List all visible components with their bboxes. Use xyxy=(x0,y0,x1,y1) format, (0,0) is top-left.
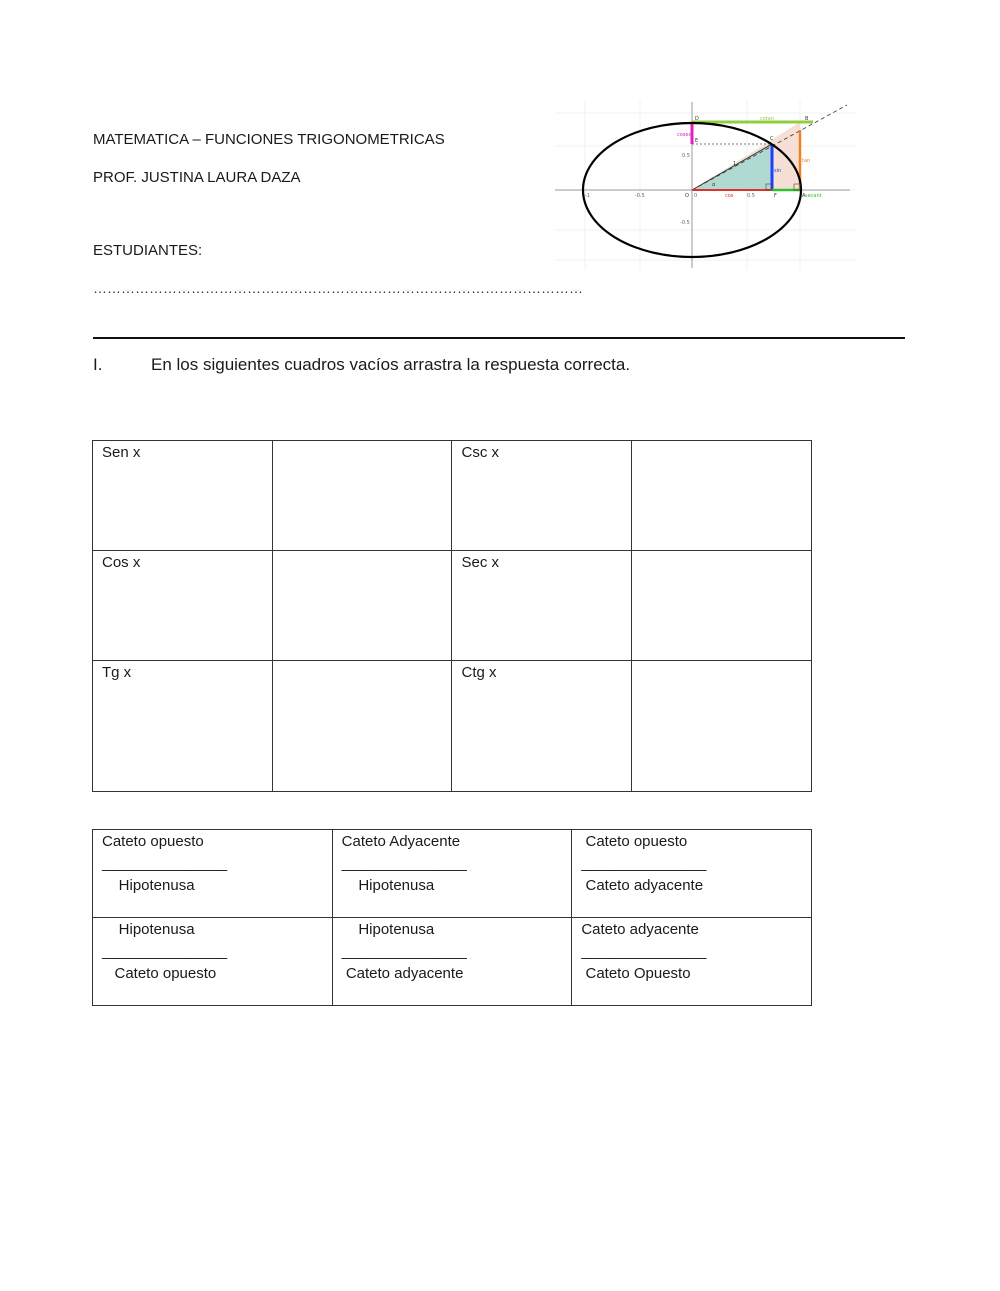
angle-label: α xyxy=(712,182,716,188)
fraction-bar: _______________ xyxy=(581,855,707,872)
fraction-denominator: Cateto adyacente xyxy=(581,877,704,894)
fraction-denominator: Hipotenusa xyxy=(102,877,195,894)
drop-zone[interactable] xyxy=(632,441,812,551)
drop-zone[interactable] xyxy=(272,661,452,792)
answer-card[interactable] xyxy=(332,918,572,1006)
function-label: Sen x xyxy=(102,444,141,461)
fraction-numerator: Cateto Adyacente xyxy=(341,833,461,850)
point-d: D xyxy=(695,116,699,122)
unit-circle-diagram xyxy=(555,100,855,270)
fraction-numerator: Cateto adyacente xyxy=(581,921,699,938)
fraction-denominator: Cateto Opuesto xyxy=(581,965,691,982)
function-cell xyxy=(93,661,273,792)
function-label: Sec x xyxy=(461,554,499,571)
point-e: E xyxy=(695,138,699,144)
radius-label: 1 xyxy=(733,161,737,167)
fraction-bar: _______________ xyxy=(341,855,467,872)
point-a: A xyxy=(802,193,806,199)
fraction-numerator: Hipotenusa xyxy=(341,921,435,938)
sin-label: sin xyxy=(774,168,782,174)
answer-card[interactable] xyxy=(572,918,812,1006)
fraction-numerator: Cateto opuesto xyxy=(102,833,204,850)
fraction-denominator: Cateto opuesto xyxy=(102,965,217,982)
point-c: C xyxy=(770,136,774,142)
tan-label: tan xyxy=(802,158,811,164)
cos-label: cos xyxy=(725,193,734,199)
fraction-bar: _______________ xyxy=(581,943,707,960)
drop-zone[interactable] xyxy=(632,551,812,661)
grid-row xyxy=(93,551,812,661)
answer-card[interactable] xyxy=(93,918,333,1006)
fraction-numerator: Hipotenusa xyxy=(102,921,195,938)
answer-card[interactable] xyxy=(93,830,333,918)
function-cell xyxy=(452,551,632,661)
cosec-label: cosec xyxy=(677,132,692,138)
tick-neg-half-y: -0.5 xyxy=(680,220,690,226)
students-label: ESTUDIANTES: xyxy=(93,242,203,259)
fraction-numerator: Cateto opuesto xyxy=(581,833,688,850)
answer-row xyxy=(93,830,812,918)
instruction-text: En los siguientes cuadros vacíos arrastra la respuesta correcta. xyxy=(151,355,631,374)
fraction-bar: _______________ xyxy=(102,943,228,960)
tick-origin: 0 xyxy=(694,193,698,199)
tick-half-y: 0.5 xyxy=(682,153,690,159)
function-cell xyxy=(93,441,273,551)
function-cell xyxy=(452,661,632,792)
fraction-denominator: Cateto adyacente xyxy=(341,965,464,982)
answer-row xyxy=(93,918,812,1006)
function-label: Tg x xyxy=(102,664,132,681)
answer-bank xyxy=(92,829,812,1006)
function-cell xyxy=(93,551,273,661)
fraction-bar: _______________ xyxy=(102,855,228,872)
cotan-label: cotan xyxy=(760,116,775,122)
drop-zone[interactable] xyxy=(272,441,452,551)
separator-line xyxy=(93,337,905,339)
tick-neg-one: -1 xyxy=(585,193,590,199)
worksheet-title: MATEMATICA – FUNCIONES TRIGONOMETRICAS xyxy=(93,131,445,148)
function-grid xyxy=(92,440,812,792)
answer-card[interactable] xyxy=(572,830,812,918)
point-b: B xyxy=(805,116,809,122)
drop-zone[interactable] xyxy=(272,551,452,661)
tick-neg-half-x: -0.5 xyxy=(635,193,645,199)
function-label: Cos x xyxy=(102,554,141,571)
answer-card[interactable] xyxy=(332,830,572,918)
point-o: O xyxy=(685,193,689,199)
students-name-line: …………………………………………………………………………………………… xyxy=(93,280,583,296)
function-label: Csc x xyxy=(461,444,499,461)
function-cell xyxy=(452,441,632,551)
instruction-number: I. xyxy=(93,355,103,374)
secant-label: secant xyxy=(805,193,822,199)
point-f: F xyxy=(774,193,777,199)
teacher-name: PROF. JUSTINA LAURA DAZA xyxy=(93,169,301,186)
fraction-bar: _______________ xyxy=(341,943,467,960)
grid-row xyxy=(93,441,812,551)
fraction-denominator: Hipotenusa xyxy=(341,877,435,894)
grid-row xyxy=(93,661,812,792)
drop-zone[interactable] xyxy=(632,661,812,792)
tick-half-x: 0.5 xyxy=(747,193,755,199)
function-label: Ctg x xyxy=(461,664,497,681)
